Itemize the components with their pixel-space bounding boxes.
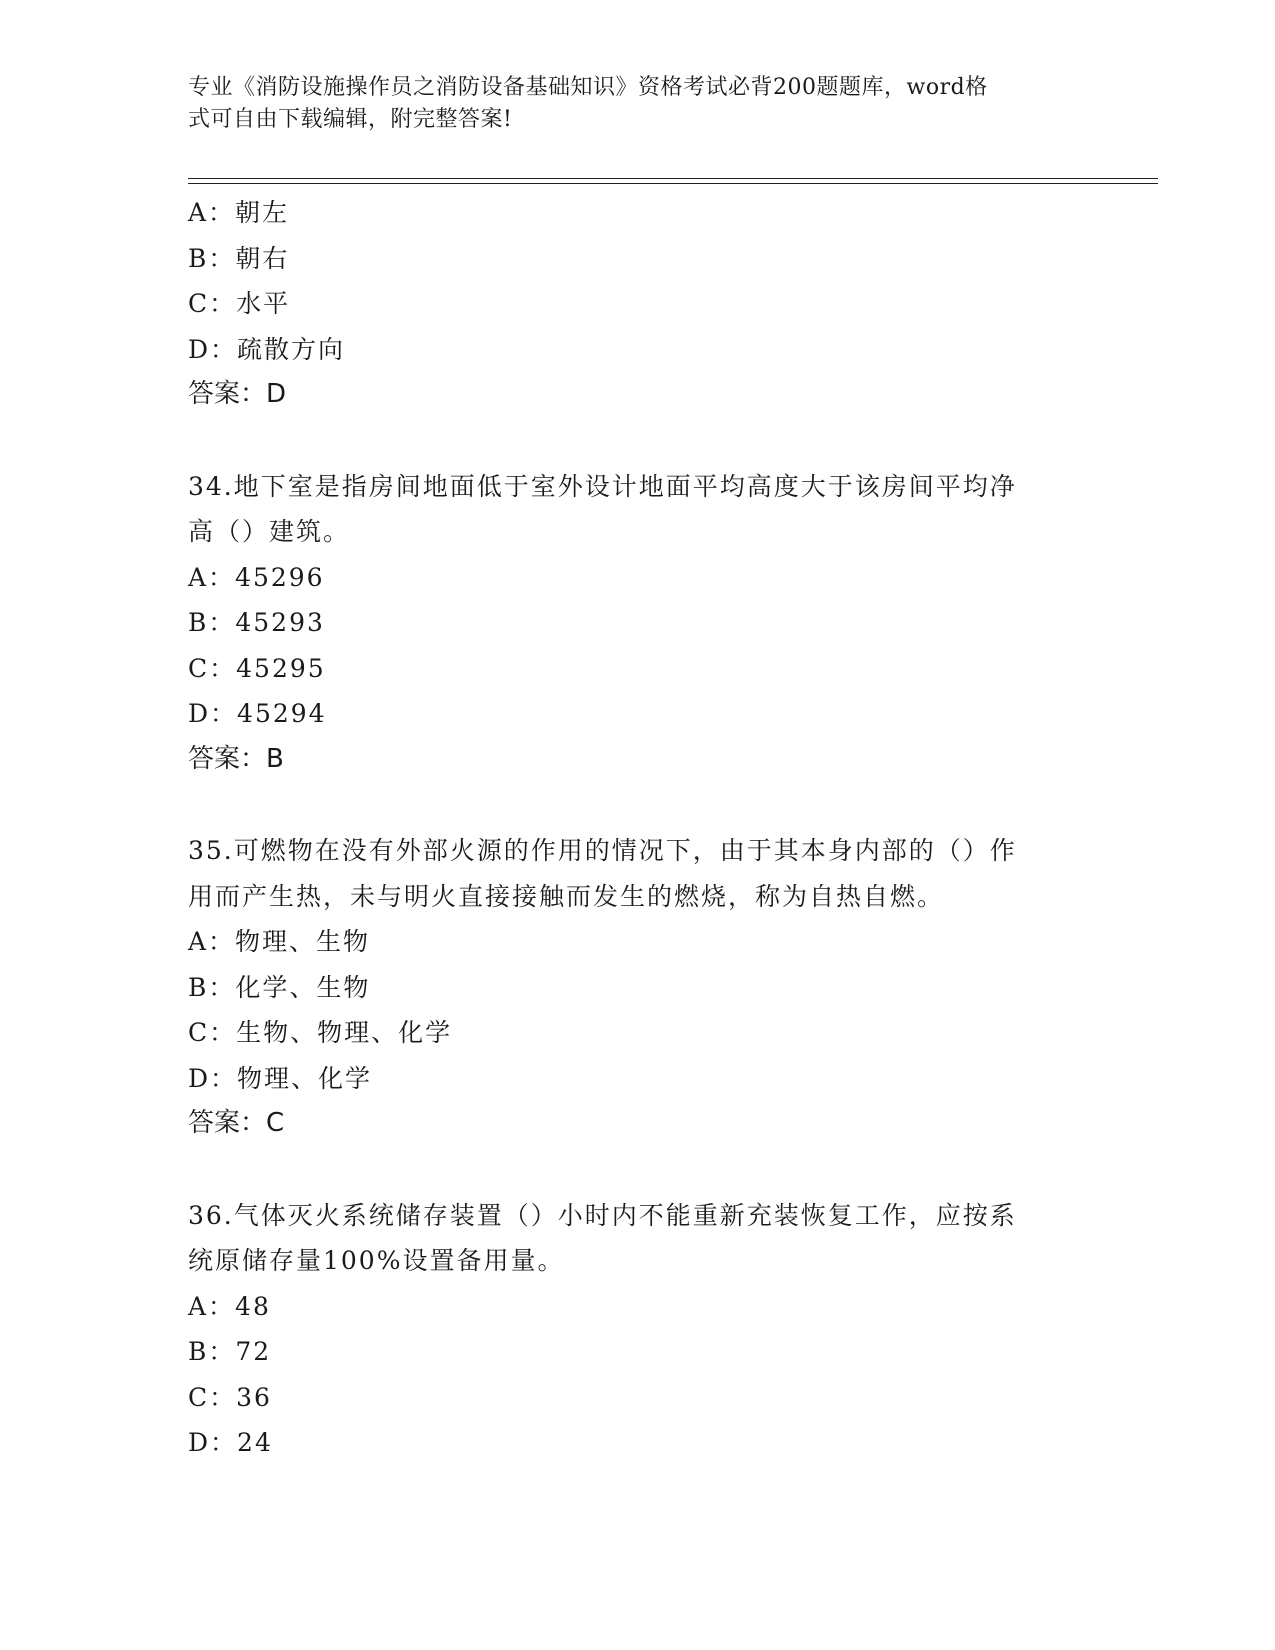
option-b: B：45293 [188,608,325,637]
header-divider-bottom [188,183,1158,184]
question-stem-line-2: 统原储存量100%设置备用量。 [188,1246,565,1275]
option-b: B：化学、生物 [188,972,371,1002]
answer-line: 答案：C [188,1108,285,1138]
header-divider-top [188,178,1158,179]
header-line-1: 专业《消防设施操作员之消防设备基础知识》资格考试必背200题题库，word格 [188,75,988,100]
option-d: D：疏散方向 [188,334,346,364]
option-a: A：物理、生物 [188,927,371,956]
option-a: A：45296 [188,562,325,592]
question-35 [188,828,1088,1147]
option-d: D：24 [188,1428,273,1457]
question-stem-line-1: 34.地下室是指房间地面低于室外设计地面平均高度大于该房间平均净 [188,471,1017,501]
question-stem-line-1: 35.可燃物在没有外部火源的作用的情况下，由于其本身内部的（）作 [188,836,1017,865]
question-stem-line-1: 36.气体灭火系统储存装置（）小时内不能重新充装恢复工作，应按系 [188,1200,1017,1230]
option-a: A：朝左 [188,198,290,227]
question-33 [188,190,1088,418]
answer-line: 答案：D [188,379,287,409]
option-d: D：物理、化学 [188,1063,373,1093]
option-c: C：生物、物理、化学 [188,1018,453,1047]
header-line-2: 式可自由下载编辑，附完整答案! [188,107,513,132]
option-c: C：水平 [188,289,291,318]
spacer [188,1147,1088,1193]
spacer [188,782,1088,828]
option-c: C：45295 [188,653,326,683]
question-stem-line-2: 高（）建筑。 [188,517,351,546]
document-header [188,72,1068,136]
question-34 [188,464,1088,783]
spacer [188,418,1088,464]
option-a: A：48 [188,1291,271,1321]
question-stem-line-2: 用而产生热，未与明火直接接触而发生的燃烧，称为自热自燃。 [188,881,945,911]
option-b: B：72 [188,1337,272,1366]
option-c: C：36 [188,1382,272,1412]
option-d: D：45294 [188,699,327,728]
option-b: B：朝右 [188,243,290,273]
answer-line: 答案：B [188,743,284,774]
question-list [188,190,1088,1466]
question-36 [188,1193,1088,1466]
